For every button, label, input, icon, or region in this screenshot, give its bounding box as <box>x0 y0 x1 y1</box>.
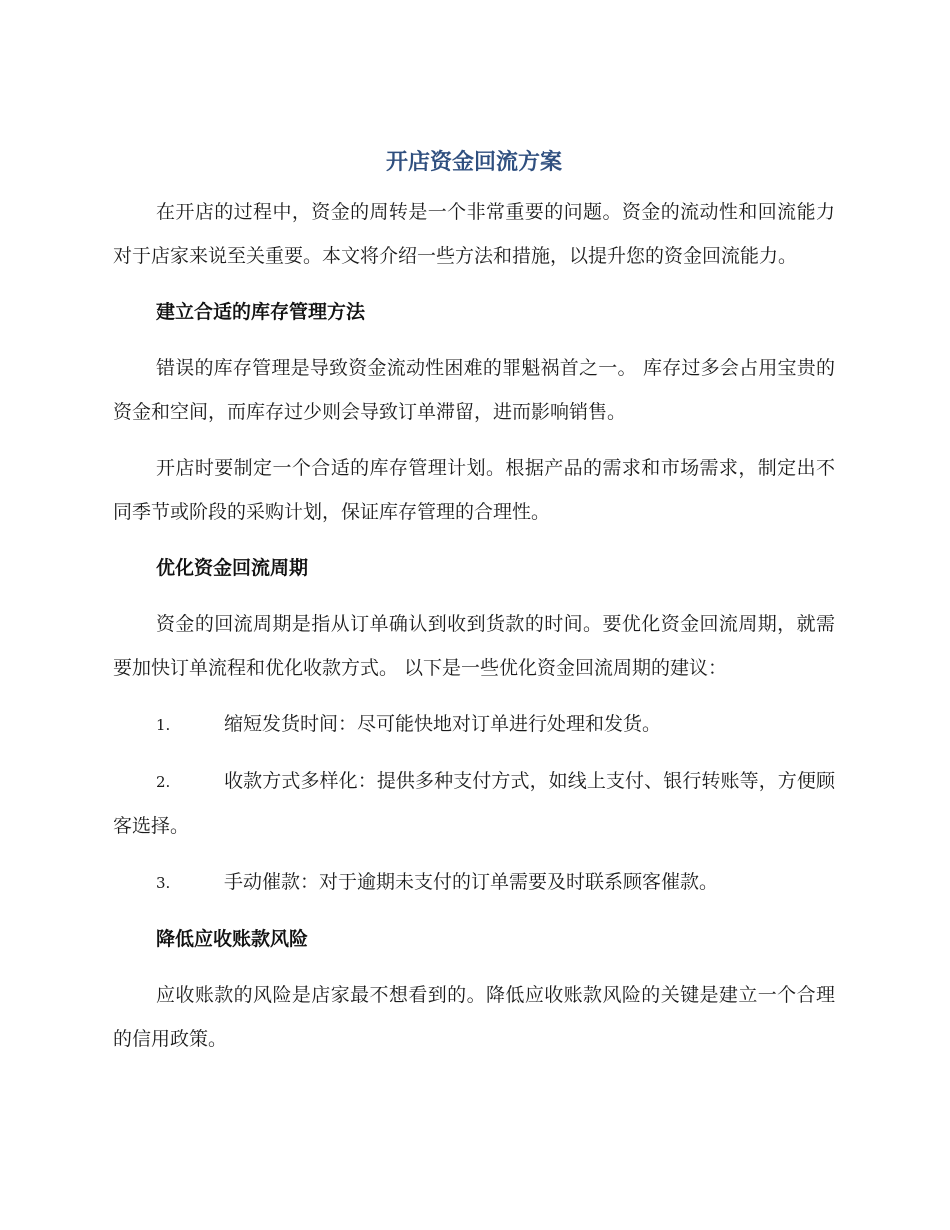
section-paragraph: 错误的库存管理是导致资金流动性困难的罪魁祸首之一。 库存过多会占用宝贵的资金和空间，而库存过少则会导致订单滞留，进而影响销售。 <box>113 357 835 423</box>
list-item <box>113 759 835 848</box>
list-number: 1. <box>156 716 171 734</box>
section-paragraph: 开店时要制定一个合适的库存管理计划。根据产品的需求和市场需求，制定出不同季节或阶段的采购计划，保证库存管理的合理性。 <box>113 457 835 523</box>
document-title: 开店资金回流方案 <box>385 150 562 175</box>
list-item-text: 手动催款：对于逾期未支付的订单需要及时联系顾客催款。 <box>224 871 719 893</box>
intro-paragraph: 在开店的过程中，资金的周转是一个非常重要的问题。资金的流动性和回流能力对于店家来说至关重要。本文将介绍一些方法和措施，以提升您的资金回流能力。 <box>113 201 835 267</box>
list-number: 2. <box>156 773 171 791</box>
list-item <box>113 860 835 905</box>
list-item <box>113 702 835 747</box>
list-number: 3. <box>156 874 171 892</box>
document-body <box>113 146 835 1073</box>
section-heading-receivables: 降低应收账款风险 <box>156 928 309 950</box>
section-heading-cycle: 优化资金回流周期 <box>156 557 309 579</box>
section-paragraph: 资金的回流周期是指从订单确认到收到货款的时间。要优化资金回流周期，就需要加快订单流程和优化收款方式。 以下是一些优化资金回流周期的建议： <box>113 613 835 679</box>
list-item-text: 缩短发货时间：尽可能快地对订单进行处理和发货。 <box>224 713 662 735</box>
list-item-text: 收款方式多样化：提供多种支付方式，如线上支付、银行转账等，方便顾客选择。 <box>113 770 835 837</box>
section-paragraph: 应收账款的风险是店家最不想看到的。降低应收账款风险的关键是建立一个合理的信用政策。 <box>113 984 835 1050</box>
section-heading-inventory: 建立合适的库存管理方法 <box>156 301 366 323</box>
